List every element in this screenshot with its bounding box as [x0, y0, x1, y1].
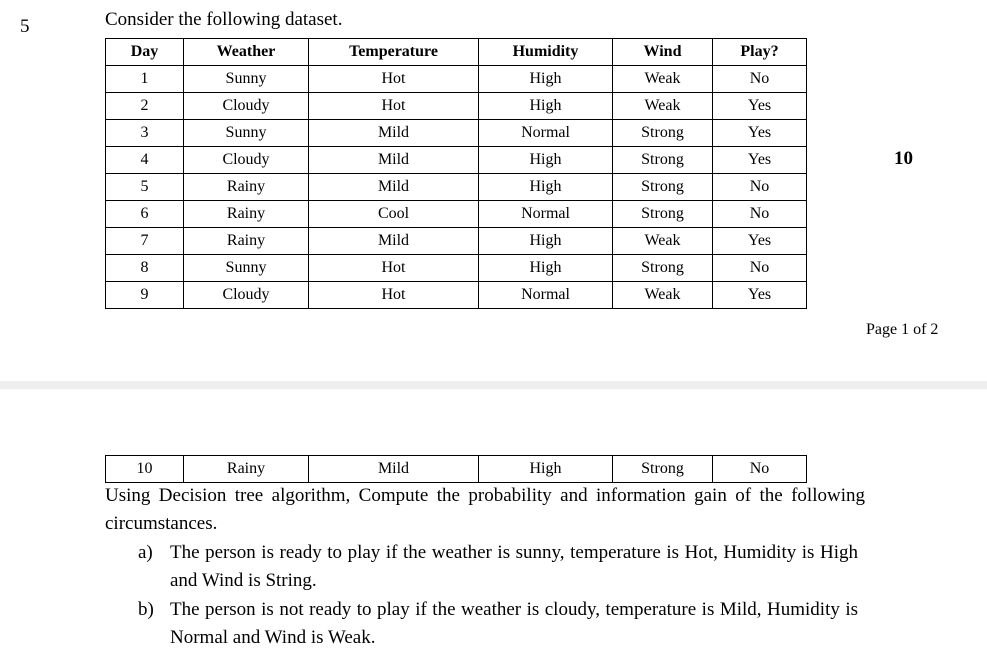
- table-cell: 2: [106, 93, 184, 120]
- table-cell: Mild: [309, 228, 479, 255]
- table-cell: High: [479, 456, 613, 483]
- table-row: [106, 174, 807, 201]
- table-cell: Strong: [613, 147, 713, 174]
- header-play: Play?: [713, 39, 807, 66]
- header-humidity: Humidity: [479, 39, 613, 66]
- header-wind: Wind: [613, 39, 713, 66]
- table-cell: Rainy: [184, 201, 309, 228]
- table-cell: 6: [106, 201, 184, 228]
- header-weather: Weather: [184, 39, 309, 66]
- table-cell: Sunny: [184, 120, 309, 147]
- table-cell: Mild: [309, 147, 479, 174]
- table-cell: Normal: [479, 282, 613, 309]
- table-cell: High: [479, 228, 613, 255]
- header-day: Day: [106, 39, 184, 66]
- table-row: [106, 456, 807, 483]
- table-cell: Strong: [613, 120, 713, 147]
- table-cell: Hot: [309, 93, 479, 120]
- page-footer: Page 1 of 2: [866, 321, 939, 338]
- table-cell: Strong: [613, 255, 713, 282]
- table-cell: Normal: [479, 120, 613, 147]
- table-cell: Cloudy: [184, 93, 309, 120]
- sub-question-label: a): [138, 542, 153, 563]
- table-cell: High: [479, 174, 613, 201]
- table-cell: Mild: [309, 456, 479, 483]
- instruction-text: Using Decision tree algorithm, Compute the probability and information gain of the following circumstances.: [105, 485, 865, 534]
- sub-question-text: The person is ready to play if the weather is sunny, temperature is Hot, Humidity is High and Wind is String.: [170, 542, 858, 591]
- table-cell: Yes: [713, 120, 807, 147]
- table-cell: Yes: [713, 93, 807, 120]
- table-cell: 5: [106, 174, 184, 201]
- table-cell: Sunny: [184, 255, 309, 282]
- sub-question-label: b): [138, 599, 154, 620]
- table-cell: 4: [106, 147, 184, 174]
- table-cell: Cloudy: [184, 282, 309, 309]
- question-intro: Consider the following dataset.: [105, 9, 343, 30]
- table-cell: Strong: [613, 201, 713, 228]
- table-cell: No: [713, 201, 807, 228]
- table-cell: High: [479, 93, 613, 120]
- table-cell: High: [479, 147, 613, 174]
- question-number: 5: [20, 16, 30, 37]
- table-header-row: [106, 39, 807, 66]
- table-cell: Rainy: [184, 174, 309, 201]
- sub-question-text: The person is not ready to play if the weather is cloudy, temperature is Mild, Humidity is Normal and Wind is Weak.: [170, 599, 858, 648]
- table-cell: No: [713, 174, 807, 201]
- dataset-table-continued: [105, 455, 807, 483]
- table-cell: High: [479, 255, 613, 282]
- table-cell: Strong: [613, 174, 713, 201]
- table-cell: No: [713, 456, 807, 483]
- table-cell: No: [713, 66, 807, 93]
- table-cell: Yes: [713, 282, 807, 309]
- table-cell: Cloudy: [184, 147, 309, 174]
- dataset-table: [105, 38, 807, 309]
- table-cell: 9: [106, 282, 184, 309]
- table-cell: Hot: [309, 282, 479, 309]
- table-cell: Yes: [713, 228, 807, 255]
- table-cell: Yes: [713, 147, 807, 174]
- question-marks: 10: [894, 148, 913, 169]
- table-cell: High: [479, 66, 613, 93]
- table-row: [106, 93, 807, 120]
- table-cell: 7: [106, 228, 184, 255]
- table-cell: Rainy: [184, 456, 309, 483]
- table-cell: 1: [106, 66, 184, 93]
- table-cell: Hot: [309, 66, 479, 93]
- table-cell: Mild: [309, 120, 479, 147]
- table-cell: 10: [106, 456, 184, 483]
- table-cell: Weak: [613, 228, 713, 255]
- table-cell: Sunny: [184, 66, 309, 93]
- table-row: [106, 120, 807, 147]
- table-row: [106, 147, 807, 174]
- table-row: [106, 282, 807, 309]
- table-row: [106, 201, 807, 228]
- table-cell: 3: [106, 120, 184, 147]
- table-row: [106, 228, 807, 255]
- table-cell: Normal: [479, 201, 613, 228]
- table-cell: Weak: [613, 66, 713, 93]
- table-row: [106, 255, 807, 282]
- page-break-divider: [0, 381, 987, 389]
- table-cell: Weak: [613, 93, 713, 120]
- table-cell: Hot: [309, 255, 479, 282]
- table-row: [106, 66, 807, 93]
- table-cell: Cool: [309, 201, 479, 228]
- table-cell: Strong: [613, 456, 713, 483]
- table-cell: No: [713, 255, 807, 282]
- header-temperature: Temperature: [309, 39, 479, 66]
- table-cell: Weak: [613, 282, 713, 309]
- table-cell: 8: [106, 255, 184, 282]
- table-cell: Rainy: [184, 228, 309, 255]
- table-cell: Mild: [309, 174, 479, 201]
